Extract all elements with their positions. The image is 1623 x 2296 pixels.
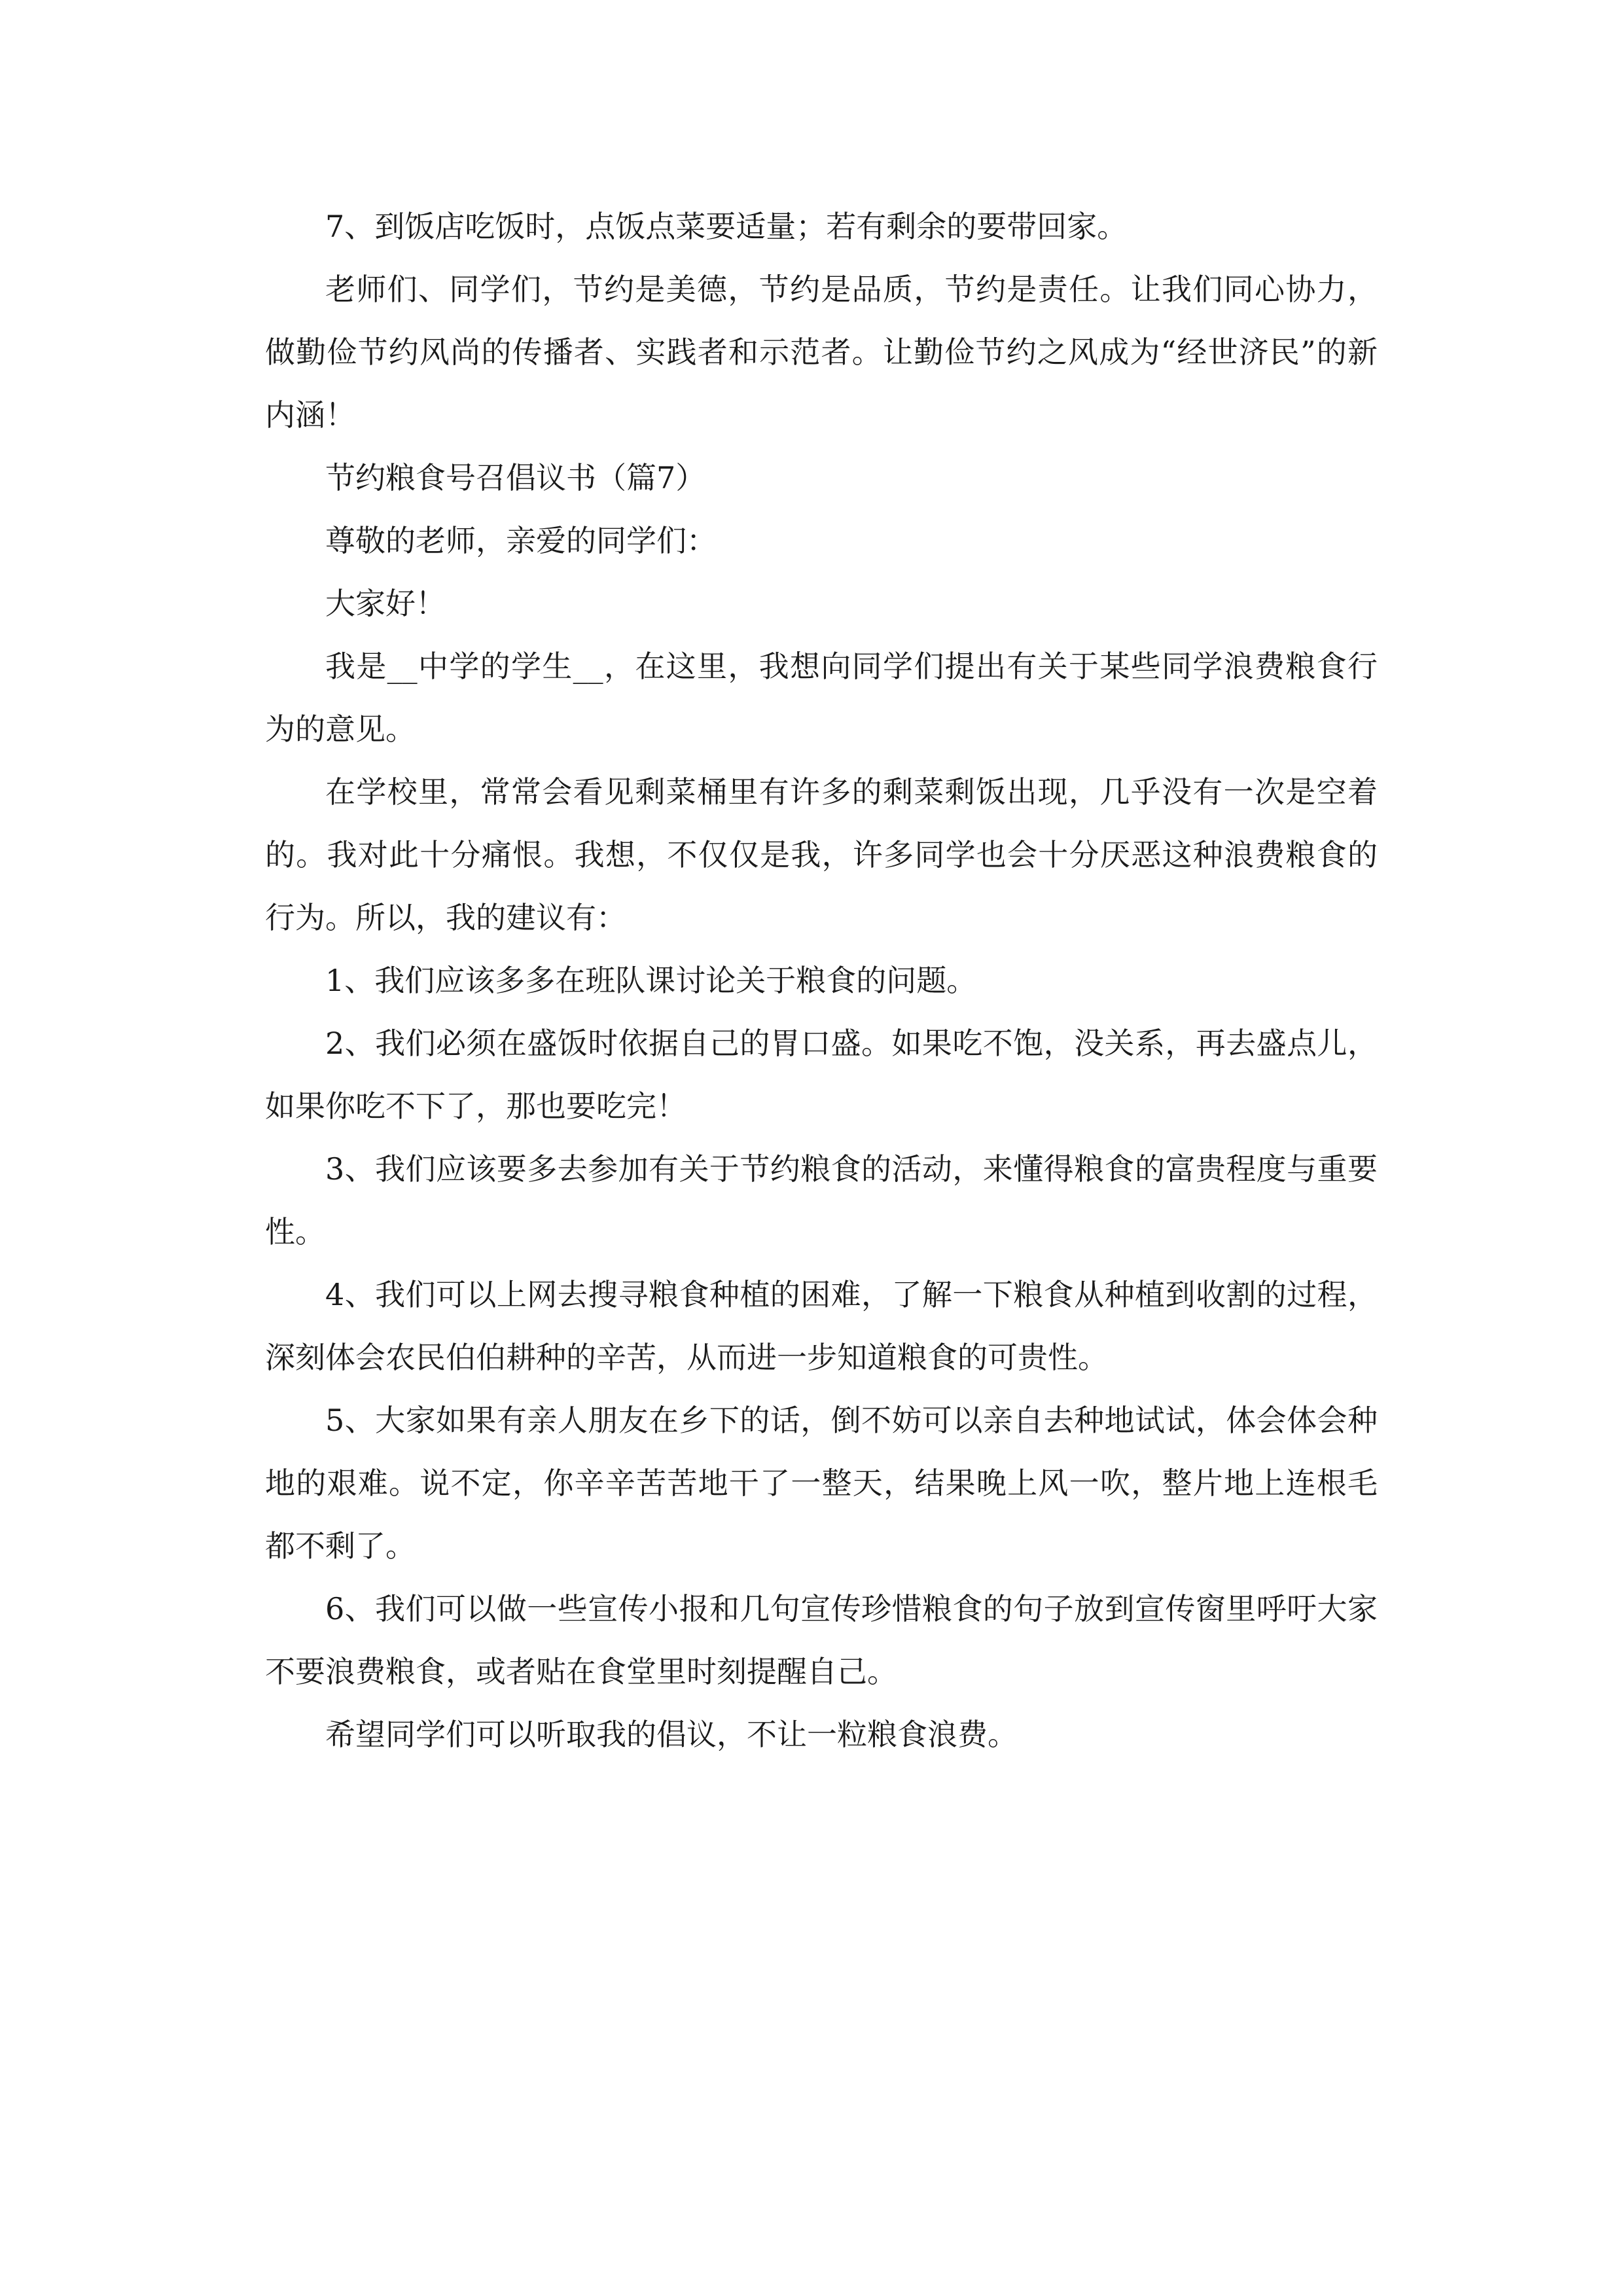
paragraph-item-7: 7、到饭店吃饭时，点饭点菜要适量；若有剩余的要带回家。 — [325, 209, 1128, 244]
greeting: 大家好！ — [325, 586, 446, 621]
suggestion-3: 3、我们应该要多去参加有关于节约粮食的活动，来懂得粮食的富贵程度与重要性。 — [265, 1151, 1378, 1249]
suggestion-4: 4、我们可以上网去搜寻粮食种植的困难，了解一下粮食从种植到收割的过程，深刻体会农民伯伯耕种的辛苦，从而进一步知道粮食的可贵性。 — [265, 1277, 1378, 1375]
paragraph-conclusion: 希望同学们可以听取我的倡议，不让一粒粮食浪费。 — [325, 1717, 1018, 1752]
suggestion-1: 1、我们应该多多在班队课讨论关于粮食的问题。 — [325, 963, 977, 998]
document-body — [265, 195, 1378, 1766]
suggestion-2: 2、我们必须在盛饭时依据自己的胃口盛。如果吃不饱，没关系，再去盛点儿，如果你吃不下了，那也要吃完！ — [265, 1026, 1378, 1124]
suggestion-5: 5、大家如果有亲人朋友在乡下的话，倒不妨可以亲自去种地试试，体会体会种地的艰难。说不定，你辛辛苦苦地干了一整天，结果晚上风一吹，整片地上连根毛都不剩了。 — [265, 1403, 1378, 1564]
paragraph-closing-appeal: 老师们、同学们，节约是美德，节约是品质，节约是责任。让我们同心协力，做勤俭节约风尚的传播者、实践者和示范者。让勤俭节约之风成为“经世济民”的新内涵！ — [265, 272, 1378, 433]
paragraph-observation: 在学校里，常常会看见剩菜桶里有许多的剩菜剩饭出现，几乎没有一次是空着的。我对此十分痛恨。我想，不仅仅是我，许多同学也会十分厌恶这种浪费粮食的行为。所以，我的建议有： — [265, 774, 1378, 935]
suggestion-6: 6、我们可以做一些宣传小报和几句宣传珍惜粮食的句子放到宣传窗里呼吁大家不要浪费粮食，或者贴在食堂里时刻提醒自己。 — [265, 1591, 1378, 1689]
section-title: 节约粮食号召倡议书（篇7） — [325, 460, 706, 495]
salutation: 尊敬的老师，亲爱的同学们： — [325, 523, 717, 558]
paragraph-intro: 我是__中学的学生__，在这里，我想向同学们提出有关于某些同学浪费粮食行为的意见。 — [265, 649, 1378, 747]
